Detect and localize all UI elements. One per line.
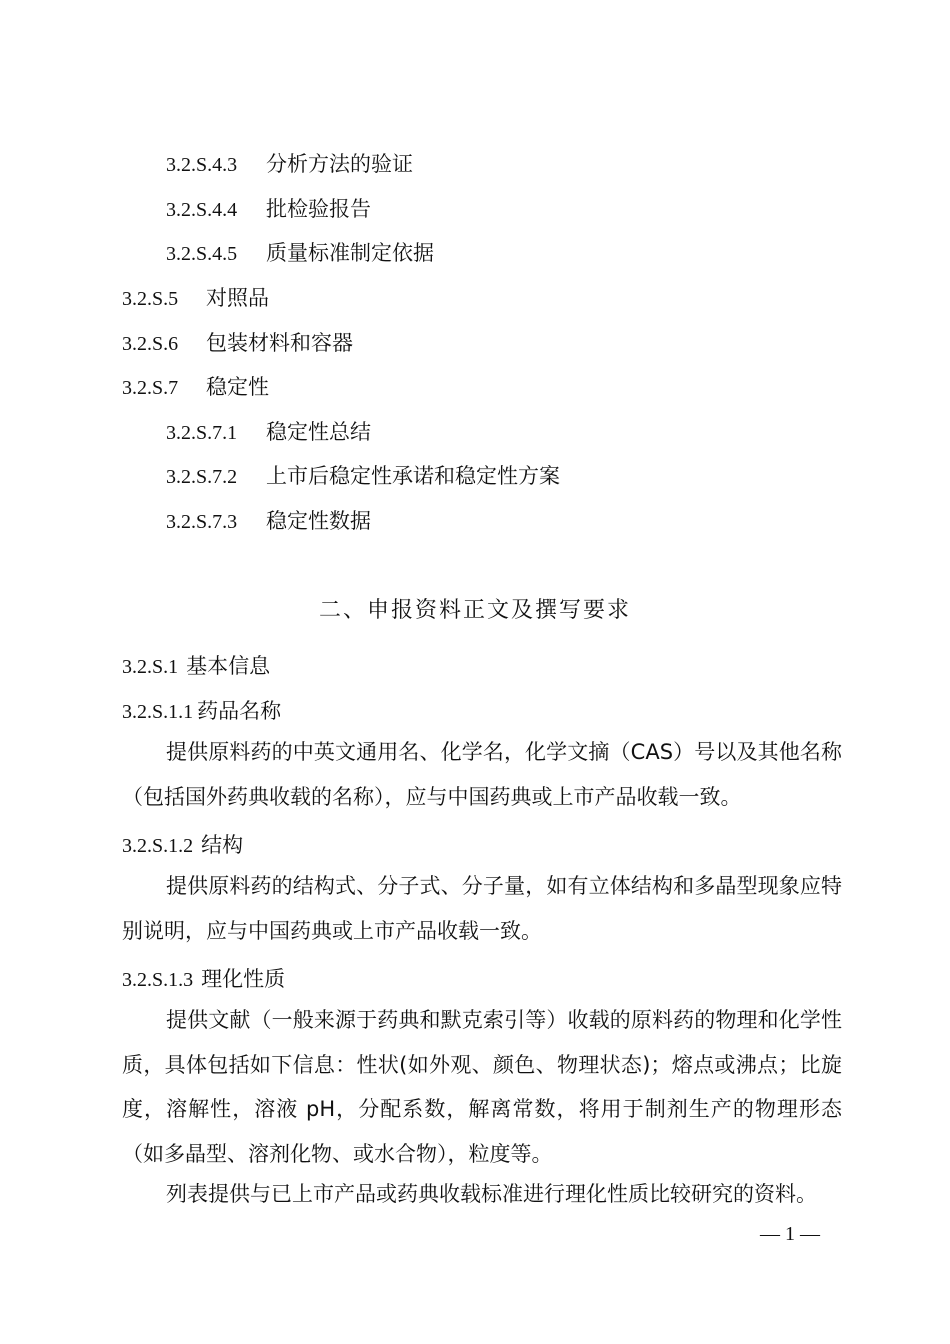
toc-number: 3.2.S.6	[122, 333, 179, 355]
toc-item-3-2-s-4-4	[166, 195, 371, 224]
paragraph-comparison: 列表提供与已上市产品或药典收载标准进行理化性质比较研究的资料。	[166, 1182, 817, 1206]
toc-title: 对照品	[206, 286, 269, 310]
section-title: 基本信息	[186, 654, 271, 678]
section-number: 3.2.S.1	[122, 656, 179, 678]
toc-number: 3.2.S.5	[122, 288, 179, 310]
toc-item-3-2-s-4-3	[166, 150, 413, 179]
section-title: 药品名称	[197, 699, 282, 723]
section-title: 理化性质	[201, 967, 286, 991]
toc-title: 分析方法的验证	[266, 152, 413, 176]
toc-item-3-2-s-7-1	[166, 418, 371, 447]
toc-item-3-2-s-4-5	[166, 239, 434, 268]
toc-item-3-2-s-7-2	[166, 462, 560, 491]
page-number: — 1 —	[760, 1223, 820, 1245]
section-3-2-s-1	[122, 652, 270, 681]
toc-title: 稳定性数据	[266, 509, 371, 533]
section-3-2-s-1-3	[122, 965, 285, 994]
toc-number: 3.2.S.7	[122, 377, 179, 399]
paragraph-drug-name: 提供原料药的中英文通用名、化学名，化学文摘（CAS）号以及其他名称（包括国外药典收载的名称），应与中国药典或上市产品收载一致。	[122, 740, 842, 809]
toc-number: 3.2.S.4.3	[166, 154, 238, 176]
toc-title: 质量标准制定依据	[266, 241, 434, 265]
toc-title: 稳定性总结	[266, 420, 371, 444]
section-title: 结构	[201, 833, 244, 857]
section-number: 3.2.S.1.2	[122, 835, 194, 857]
toc-item-3-2-s-5	[122, 284, 269, 313]
toc-number: 3.2.S.7.2	[166, 466, 238, 488]
toc-item-3-2-s-6	[122, 329, 353, 358]
toc-number: 3.2.S.7.3	[166, 511, 238, 533]
section-3-2-s-1-2	[122, 831, 243, 860]
section-3-2-s-1-1	[122, 697, 281, 726]
toc-item-3-2-s-7-3	[166, 507, 371, 536]
toc-title: 上市后稳定性承诺和稳定性方案	[266, 464, 560, 488]
paragraph-physicochemical: 提供文献（一般来源于药典和默克索引等）收载的原料药的物理和化学性质，具体包括如下信息：性状(如外观、颜色、物理状态)；熔点或沸点；比旋度，溶解性，溶液 pH，分配系数，解离常数，将用于制剂生产的物理形态（如多晶型、溶剂化物、或水合物），粒度等。	[122, 1008, 842, 1166]
toc-title: 稳定性	[206, 375, 269, 399]
toc-number: 3.2.S.7.1	[166, 422, 238, 444]
toc-title: 包装材料和容器	[206, 331, 353, 355]
section-heading: 二、申报资料正文及撰写要求	[318, 598, 631, 623]
toc-number: 3.2.S.4.4	[166, 199, 238, 221]
toc-item-3-2-s-7	[122, 373, 269, 402]
section-number: 3.2.S.1.1	[122, 701, 194, 723]
toc-title: 批检验报告	[266, 197, 371, 221]
toc-number: 3.2.S.4.5	[166, 243, 238, 265]
section-number: 3.2.S.1.3	[122, 969, 194, 991]
paragraph-structure: 提供原料药的结构式、分子式、分子量，如有立体结构和多晶型现象应特别说明，应与中国药典或上市产品收载一致。	[122, 874, 842, 943]
